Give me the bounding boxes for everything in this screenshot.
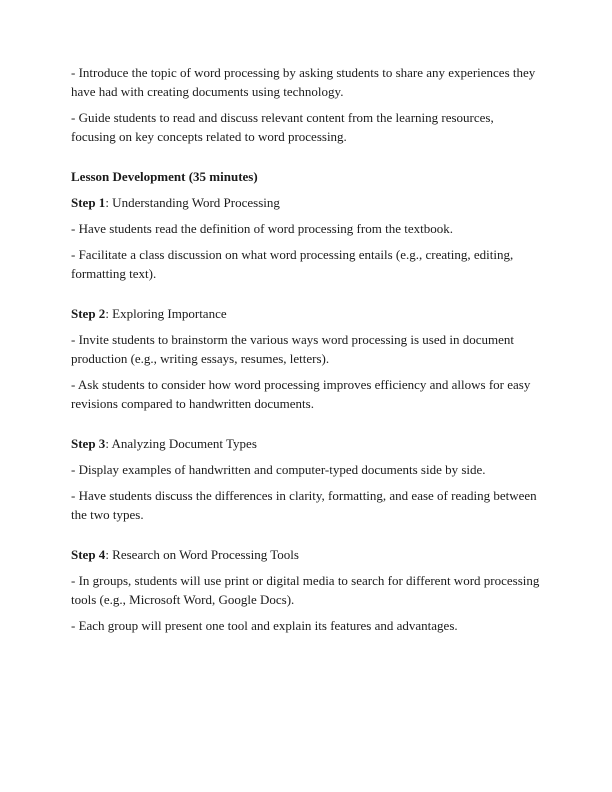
text-run: - Invite students to brainstorm the various ways word processing is used in document production (e.g., writing essays, resumes, letters). (71, 332, 515, 366)
step-1-heading (71, 193, 541, 212)
bold-text-run: Step 1 (71, 195, 106, 210)
step-1-bullet-2 (71, 245, 541, 283)
text-run: : Understanding Word Processing (105, 195, 280, 210)
step-3-heading (71, 434, 541, 453)
bold-text-run: Step 2 (71, 306, 106, 321)
text-run: : Exploring Importance (105, 306, 227, 321)
intro-bullet-2 (71, 108, 541, 146)
text-run: - Have students discuss the differences in clarity, formatting, and ease of reading between the two types. (71, 488, 537, 522)
bold-text-run: Lesson Development (35 minutes) (71, 169, 258, 184)
step-3-bullet-1 (71, 460, 541, 479)
text-run: - Ask students to consider how word processing improves efficiency and allows for easy revisions compared to handwritten documents. (71, 377, 531, 411)
document-content (71, 63, 541, 635)
text-run: - Facilitate a class discussion on what word processing entails (e.g., creating, editing, formatting text). (71, 247, 514, 281)
step-2-bullet-1 (71, 330, 541, 368)
step-4-bullet-1 (71, 571, 541, 609)
step-2-heading (71, 304, 541, 323)
step-2-bullet-2 (71, 375, 541, 413)
lesson-development-heading (71, 167, 541, 186)
text-run: : Analyzing Document Types (105, 436, 257, 451)
text-run: - Display examples of handwritten and computer-typed documents side by side. (71, 462, 486, 477)
step-1-bullet-1 (71, 219, 541, 238)
text-run: - Have students read the definition of word processing from the textbook. (71, 221, 453, 236)
text-run: - Guide students to read and discuss relevant content from the learning resources, focusing on key concepts related to word processing. (71, 110, 494, 144)
text-run: - In groups, students will use print or digital media to search for different word processing tools (e.g., Microsoft Word, Google Docs). (71, 573, 540, 607)
text-run: - Introduce the topic of word processing by asking students to share any experiences they have had with creating documents using technology. (71, 65, 536, 99)
step-4-heading (71, 545, 541, 564)
step-3-bullet-2 (71, 486, 541, 524)
text-run: : Research on Word Processing Tools (105, 547, 299, 562)
bold-text-run: Step 4 (71, 547, 106, 562)
step-4-bullet-2 (71, 616, 541, 635)
text-run: - Each group will present one tool and explain its features and advantages. (71, 618, 458, 633)
bold-text-run: Step 3 (71, 436, 106, 451)
intro-bullet-1 (71, 63, 541, 101)
